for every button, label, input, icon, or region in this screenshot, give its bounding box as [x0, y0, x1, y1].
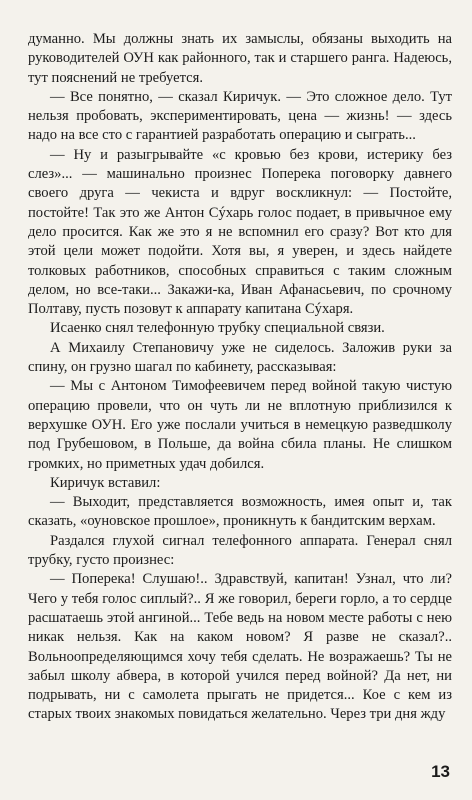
paragraph: — Ну и разыгрывайте «с кровью без крови, истерику без слез»... — машинально произнес Поперека поговорку давнего своего друга — чекиста и вдруг воскликнул: — Постойте, постойте! Так это же Антон Сýхарь голос подает, в привычное ему дело просится. Как же это я не вспомнил его сразу? Вот кто для этой цели может подойти. Хотя вы, я уверен, и здесь найдете толковых работников, способных справиться с таким сложным делом, но все-таки... Закажи-ка, Иван Афанасьевич, по срочному Полтаву, пусть позовут к аппарату капитана Сýхаря.: [28, 146, 452, 318]
paragraph: А Михаилу Степановичу уже не сиделось. Заложив руки за спину, он грузно шагал по кабинету, рассказывая:: [28, 339, 452, 376]
paragraph: Раздался глухой сигнал телефонного аппарата. Генерал снял трубку, густо произнес:: [28, 532, 452, 569]
paragraph: — Выходит, представляется возможность, имея опыт и, так сказать, «оуновское прошлое», проникнуть к бандитским верхам.: [28, 494, 452, 530]
paragraph: — Все понятно, — сказал Киричук. — Это сложное дело. Тут нельзя пробовать, экспериментировать, цена — жизнь! — здесь надо на все сто с гарантией разработать операцию и сыграть...: [28, 88, 452, 144]
body-text: [28, 30, 452, 725]
paragraph: Киричук вставил:: [50, 474, 161, 491]
paragraph: — Мы с Антоном Тимофеевичем перед войной такую чистую операцию провели, что он чуть ли не вплотную приблизился к верхушке ОУН. Его уже послали учиться в немецкую разведшколу под Грубешовом, в Польше, да война сбила планы. Не слишком громких, но приметных удач добился.: [28, 378, 452, 472]
page-number: 13: [431, 762, 450, 781]
paragraph: Исаенко снял телефонную трубку специальной связи.: [50, 320, 385, 337]
paragraph: думанно. Мы должны знать их замыслы, обязаны выходить на руководителей ОУН как районного, так и старшего ранга. Надеюсь, тут пояснений не требуется.: [28, 31, 452, 86]
paragraph: — Поперека! Слушаю!.. Здравствуй, капитан! Узнал, что ли? Чего у тебя голос сиплый?.. Я же говорил, береги горло, а то сердце расшатаешь этой ангиной... Тебе ведь на новом месте работы с нею никак нельзя. Как на каком новом? Я разве не сказал?.. Вольноопределяющимся хочу тебя сделать. Не возражаешь? Ты не забыл школу абвера, в которой учился перед войной? Да нет, ни подрывать, ни с самолета прыгать не придется... Кое с кем из старых твоих знакомых повидаться желательно. Через три дня жду: [28, 571, 452, 723]
